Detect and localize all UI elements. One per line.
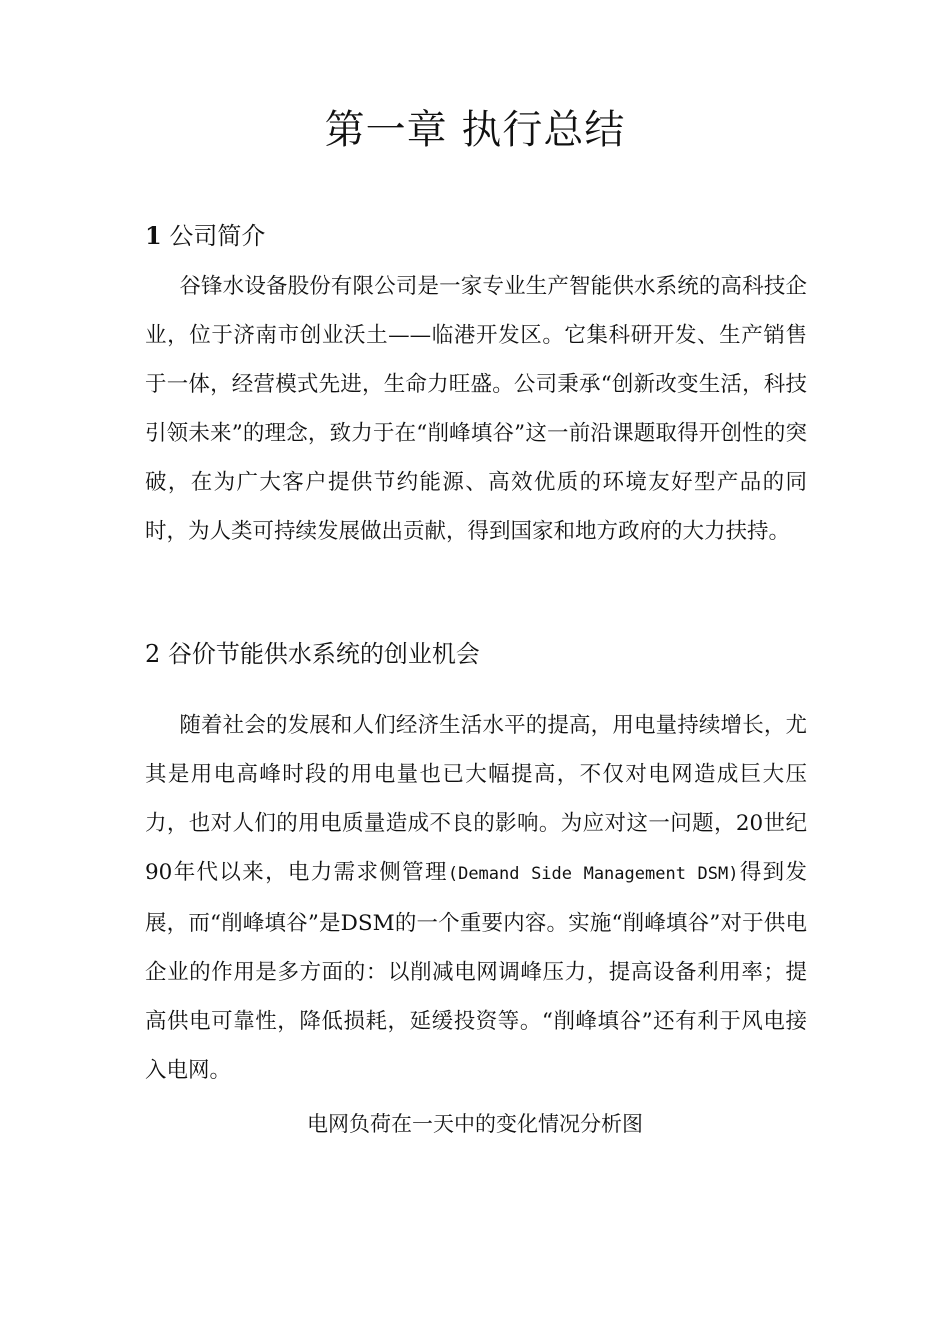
section-number: 1: [145, 221, 162, 250]
section-heading-opportunity: 2 谷价节能供水系统的创业机会: [145, 640, 480, 668]
section-heading-company-intro: [145, 216, 825, 256]
figure-caption: 电网负荷在一天中的变化情况分析图: [307, 1112, 643, 1136]
company-intro-paragraph: 谷锋水设备股份有限公司是一家专业生产智能供水系统的高科技企业，位于济南市创业沃土——临港开发区。它集科研开发、生产销售于一体，经营模式先进，生命力旺盛。公司秉承“创新改变生活，科技引领未来”的理念，致力于在“削峰填谷”这一前沿课题取得开创性的突破，在为广大客户提供节约能源、高效优质的环境友好型产品的同时，为人类可持续发展做出贡献，得到国家和地方政府的大力扶持。: [145, 274, 807, 544]
opportunity-paragraph-part2: 得到发展，而“削峰填谷”是DSM的一个重要内容。实施“削峰填谷”对于供电企业的作用是多方面的：以削减电网调峰压力，提高设备利用率；提高供电可靠性，降低损耗，延缓投资等。“削峰填谷”还有利于风电接入电网。: [145, 860, 808, 1083]
section-title: 公司简介: [169, 222, 266, 250]
opportunity-paragraph: [145, 701, 807, 1095]
chapter-title: 第一章 执行总结: [324, 107, 626, 153]
dsm-term: (Demand Side Management DSM): [447, 864, 739, 884]
opportunity-paragraph-part1: 随着社会的发展和人们经济生活水平的提高，用电量持续增长，尤其是用电高峰时段的用电量也已大幅提高，不仅对电网造成巨大压力，也对人们的用电质量造成不良的影响。为应对这一问题，20世纪90年代以来，电力需求侧管理: [145, 713, 807, 885]
